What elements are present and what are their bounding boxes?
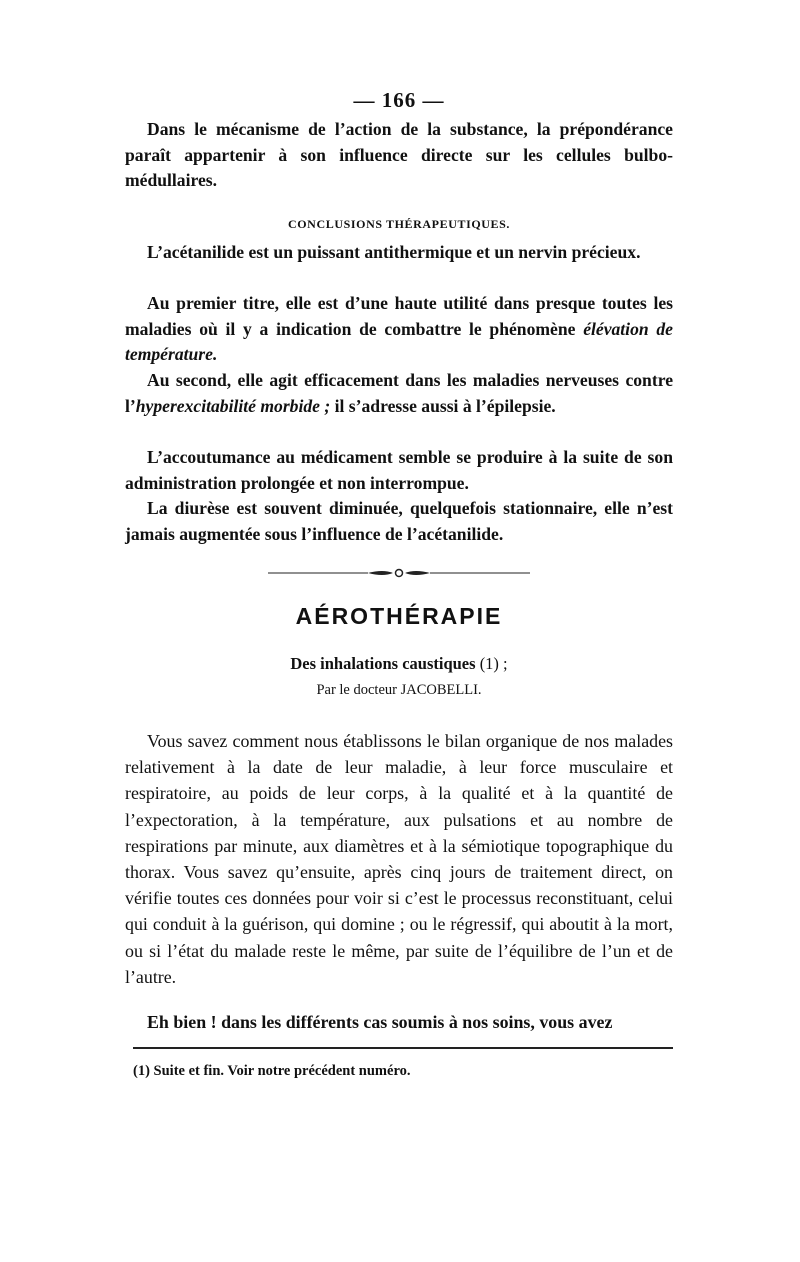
section-title: AÉROTHÉRAPIE <box>295 603 503 629</box>
page-number: — 166 — <box>353 88 445 112</box>
intro-paragraph: Dans le mécanisme de l’action de la substance, la prépondérance paraît appartenir à son influence directe sur les cellules bulbo-médullaires. <box>125 119 673 190</box>
footnote: (1) Suite et fin. Voir notre précédent numéro. <box>133 1063 411 1079</box>
conclusion-paragraph-2 <box>125 291 673 368</box>
section-divider-ornament <box>268 566 530 580</box>
conclusion-paragraph-3-tail: il s’adresse aussi à l’épilepsie. <box>330 395 556 416</box>
article-byline <box>125 682 673 699</box>
footnote-rule <box>133 1047 673 1049</box>
body-paragraph-2: Eh bien ! dans les différents cas soumis à nos soins, vous avez <box>147 1012 613 1032</box>
conclusion-paragraph-1: L’acétanilide est un puissant antithermique et un nervin précieux. <box>147 242 641 262</box>
article-subtitle <box>125 654 673 674</box>
conclusion-paragraph-3-text: Au second, elle agit efficacement dans les maladies nerveuses contre l’ <box>125 370 673 416</box>
article-subtitle-text: Des inhalations caustiques <box>290 654 476 673</box>
body-paragraph-1: Vous savez comment nous établissons le bilan organique de nos malades relativement à la date de leur maladie, à leur force musculaire et respiratoire, au poids de leur corps, à la qualité et à la quantité de l’expectoration, à la température, aux pulsations et au nombre de respirations par minute, aux diamètres et à la sémiotique topographique du thorax. Vous savez qu’ensuite, après cinq jours de traitement direct, on vérifie toutes ces données pour voir si c’est le processus reconstituant, celui qui conduit à la guérison, qui domine ; ou le régressif, qui aboutit à la mort, ou si l’état du malade reste le même, par suite de l’équilibre de l’un et de l’autre. <box>125 731 673 987</box>
conclusion-paragraph-2-text: Au premier titre, elle est d’une haute utilité dans presque toutes les maladies où il y a indication de combattre le phénomène <box>125 293 673 339</box>
byline-prefix: Par le docteur <box>316 682 401 698</box>
footnote-reference: (1) ; <box>475 654 508 673</box>
conclusion-paragraph-5: La diurèse est souvent diminuée, quelquefois stationnaire, elle n’est jamais augmentée sous l’influence de l’acétanilide. <box>125 498 673 544</box>
author-name: JACOBELLI. <box>400 682 482 698</box>
conclusion-paragraph-3 <box>125 368 673 419</box>
conclusion-paragraph-3-emphasis: hyperexcitabilité morbide ; <box>135 395 331 416</box>
conclusion-paragraph-4: L’accoutumance au médicament semble se produire à la suite de son administration prolongée et non interrompue. <box>125 447 673 493</box>
conclusions-heading: CONCLUSIONS THÉRAPEUTIQUES. <box>287 217 511 231</box>
conclusion-paragraph-2-emphasis: élévation de température. <box>125 318 673 364</box>
